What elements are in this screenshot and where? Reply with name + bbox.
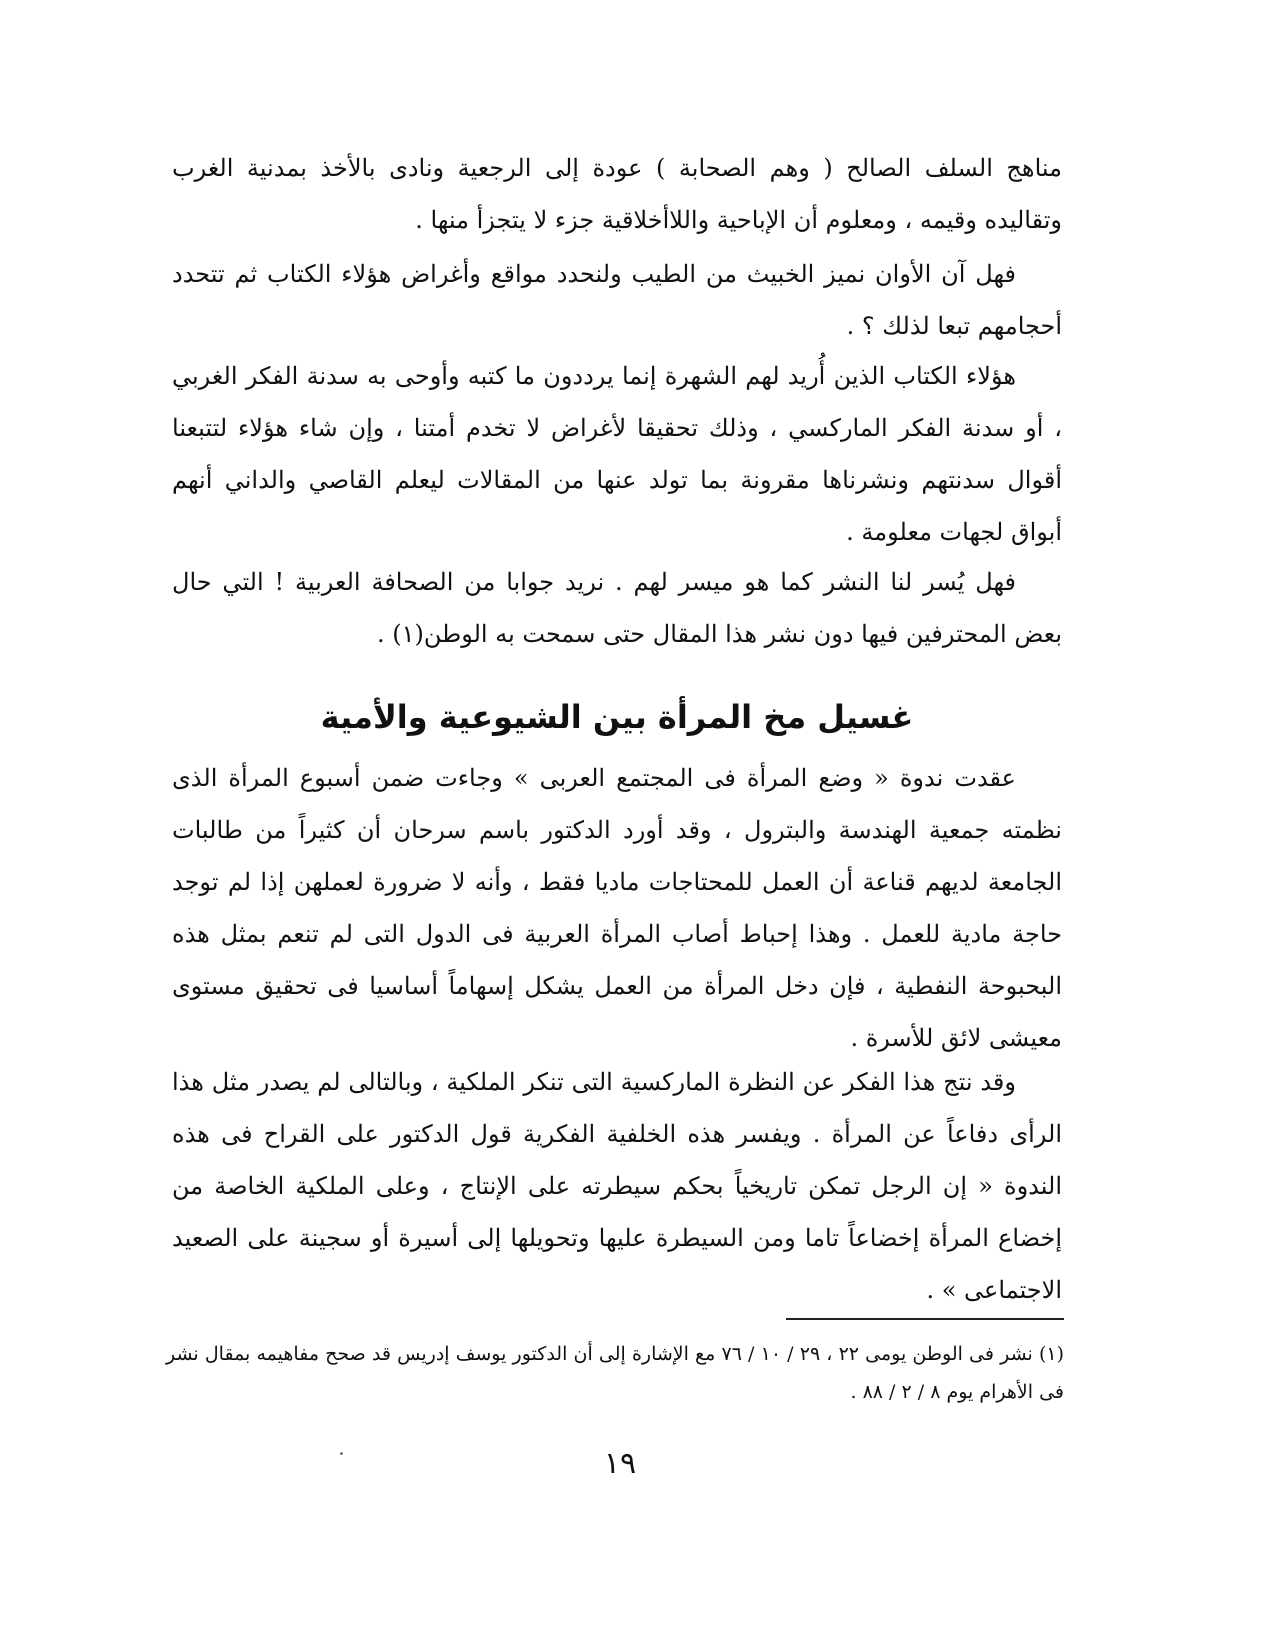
footnote-divider — [786, 1318, 1064, 1320]
section-paragraph: وقد نتج هذا الفكر عن النظرة الماركسية التى تنكر الملكية ، وبالتالى لم يصدر مثل هذا الرأى دفاعاً عن المرأة . ويفسر هذه الخلفية الفكرية قول الدكتور على القراح فى هذه الندوة « إن الرجل تمكن تاريخياً بحكم سيطرته على الإنتاج ، وعلى الملكية الخاصة من إخضاع المرأة إخضاعاً تاما ومن السيطرة عليها وتحويلها إلى أسيرة أو سجينة على الصعيد الاجتماعى » . — [172, 1068, 1062, 1304]
paragraph: فهل يُسر لنا النشر كما هو ميسر لهم . نريد جوابا من الصحافة العربية ! التي حال بعض المحترفين فيها دون نشر هذا المقال حتى سمحت به الوطن(١) . — [172, 568, 1062, 648]
scan-speck — [340, 1452, 343, 1455]
section-paragraph: عقدت ندوة « وضع المرأة فى المجتمع العربى » وجاءت ضمن أسبوع المرأة الذى نظمته جمعية الهندسة والبترول ، وقد أورد الدكتور باسم سرحان أن كثيراً من طالبات الجامعة لديهم قناعة أن العمل للمحتاجات ماديا فقط ، وأنه لا ضرورة لعملهن إذا لم توجد حاجة مادية للعمل . وهذا إحباط أصاب المرأة العربية فى الدول التى لم تنعم بمثل هذه البحبوحة النفطية ، فإن دخل المرأة من العمل يشكل إسهاماً أساسيا فى تحقيق مستوى معيشى لائق للأسرة . — [172, 764, 1063, 1052]
footnote: (١) نشر فى الوطن يومى ٢٢ ، ٢٩ / ١٠ / ٧٦ مع الإشارة إلى أن الدكتور يوسف إدريس قد صحح مفاهيمه بمقال نشر فى الأهرام يوم ٨ / ٢ / ٨٨ . — [166, 1343, 1065, 1403]
section-heading: غسيل مخ المرأة بين الشيوعية والأمية — [320, 698, 914, 736]
paragraph: هؤلاء الكتاب الذين أُريد لهم الشهرة إنما يرددون ما كتبه وأوحى به سدنة الفكر الغربي ، أو سدنة الفكر الماركسي ، وذلك تحقيقا لأغراض لا تخدم أمتنا ، وإن شاء هؤلاء لتتبعنا أقوال سدنتهم ونشرناها مقرونة بما تولد عنها من المقالات ليعلم القاصي والداني أنهم أبواق لجهات معلومة . — [172, 362, 1062, 546]
page-number: ١٩ — [603, 1446, 637, 1481]
paragraph-continued: مناهج السلف الصالح ( وهم الصحابة ) عودة إلى الرجعية ونادى بالأخذ بمدنية الغرب وتقاليده وقيمه ، ومعلوم أن الإباحية واللاأخلاقية جزء لا يتجزأ منها . — [172, 154, 1062, 234]
paragraph: فهل آن الأوان نميز الخبيث من الطيب ولنحدد مواقع وأغراض هؤلاء الكتاب ثم تتحدد أحجامهم تبعا لذلك ؟ . — [172, 260, 1062, 340]
